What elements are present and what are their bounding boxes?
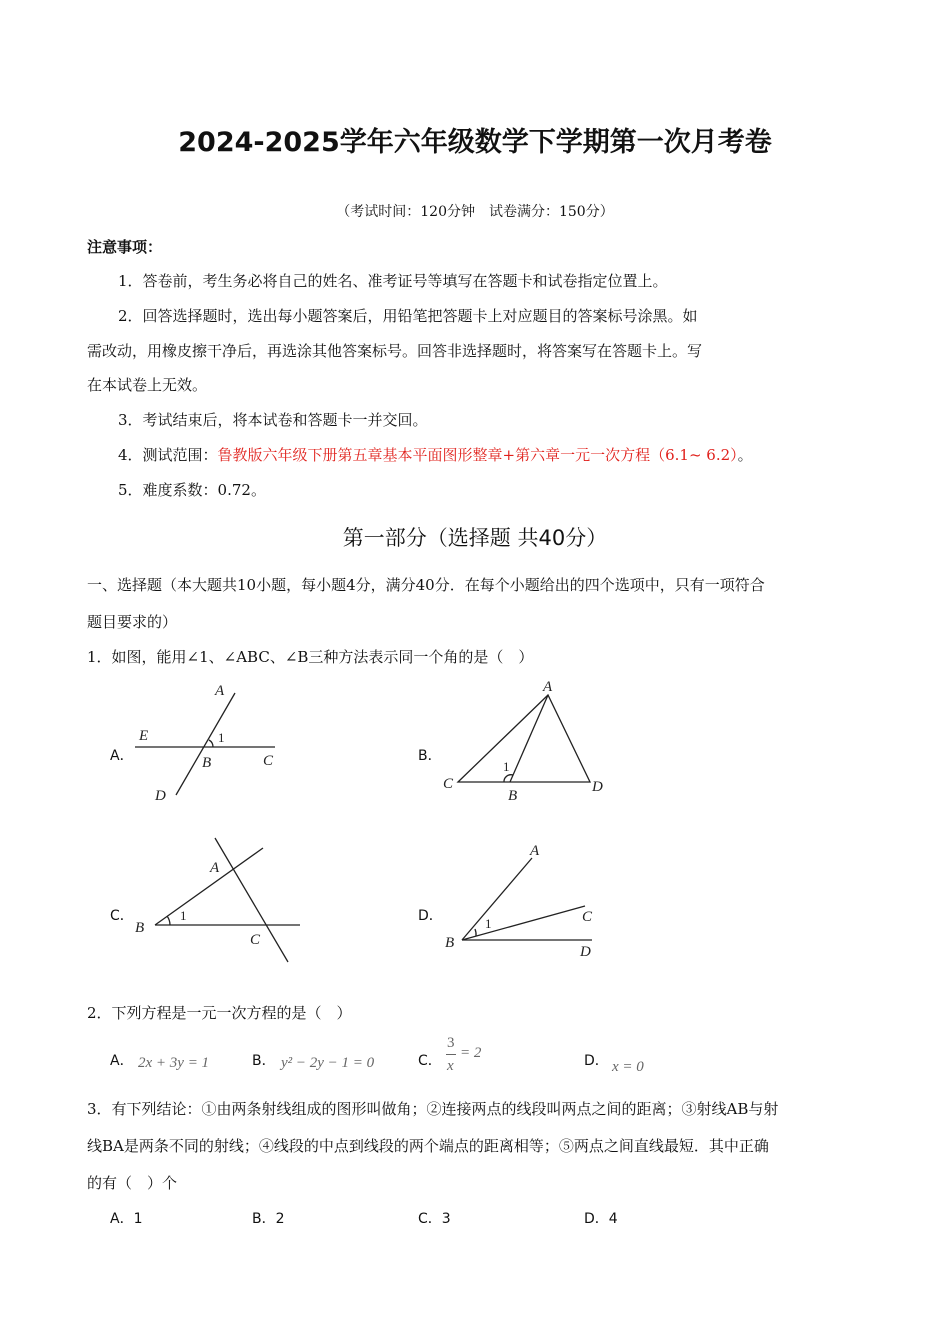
exam-info: （考试时间：120分钟 试卷满分：150分） <box>336 204 614 220</box>
diagram-a <box>135 693 275 795</box>
notice-item: 2．回答选择题时，选出每小题答案后，用铅笔把答题卡上对应题目的答案标号涂黑。如 <box>118 307 698 325</box>
notice-item: 5．难度系数：0.72。 <box>118 481 266 499</box>
q2-option-c: = 2 <box>460 1045 482 1061</box>
question-3-line: 的有（ ）个 <box>87 1174 178 1192</box>
notice-heading: 注意事项： <box>87 238 163 256</box>
scope-text: 鲁教版六年级下册第五章基本平面图形整章+第六章一元一次方程（6.1~ 6.2） <box>217 446 738 464</box>
q3-option-b[interactable]: B．2 <box>252 1211 285 1227</box>
q1-option-b-label[interactable]: B． <box>418 748 442 764</box>
section-intro: 一、选择题（本大题共10小题，每小题4分，满分40分．在每个小题给出的四个选项中，只有一项符合 <box>87 576 765 594</box>
diagram-d <box>462 858 592 940</box>
question-3-line: 线BA是两条不同的射线；④线段的中点到线段的两个端点的距离相等；⑤两点之间直线最短．其中正确 <box>87 1137 769 1155</box>
point-label: B <box>202 755 212 771</box>
fraction-bar <box>446 1054 456 1055</box>
question-3-line: 3．有下列结论：①由两条射线组成的图形叫做角；②连接两点的线段叫两点之间的距离；③射线AB与射 <box>87 1100 779 1118</box>
angle-label: 1 <box>485 916 492 931</box>
point-label: D <box>155 788 166 804</box>
scope-end: 。 <box>737 446 753 464</box>
notice-item: 在本试卷上无效。 <box>87 376 208 394</box>
point-label: C <box>443 776 454 792</box>
q3-option-c[interactable]: C．3 <box>418 1211 451 1227</box>
angle-label: 1 <box>218 730 225 745</box>
point-label: A <box>215 683 225 699</box>
page-title: 2024-2025学年六年级数学下学期第一次月考卷 <box>178 127 772 158</box>
question-2-stem: 2．下列方程是一元一次方程的是（ ） <box>87 1004 352 1022</box>
point-label: B <box>135 920 145 936</box>
q2-option-b-label[interactable]: B． <box>252 1053 276 1069</box>
q2-option-b: y² − 2y − 1 = 0 <box>281 1055 375 1071</box>
point-label: A <box>530 843 540 859</box>
q2-option-d: x = 0 <box>612 1059 644 1075</box>
point-label: A <box>210 860 220 876</box>
diagram-c <box>155 838 300 962</box>
point-label: D <box>592 779 603 795</box>
point-label: B <box>445 935 455 951</box>
q3-option-a[interactable]: A．1 <box>110 1211 143 1227</box>
section-intro: 题目要求的） <box>87 613 178 631</box>
q2-option-a-label[interactable]: A． <box>110 1053 134 1069</box>
q2-option-d-label[interactable]: D． <box>584 1053 609 1069</box>
notice-item: 需改动，用橡皮擦干净后，再选涂其他答案标号。回答非选择题时，将答案写在答题卡上。写 <box>87 342 703 360</box>
notice-item: 1．答卷前，考生务必将自己的姓名、准考证号等填写在答题卡和试卷指定位置上。 <box>118 272 668 290</box>
section-title: 第一部分（选择题 共40分） <box>342 526 608 550</box>
diagram-b <box>458 695 590 782</box>
fraction-numerator: 3 <box>447 1035 455 1051</box>
q1-option-a-label[interactable]: A． <box>110 748 134 764</box>
scope-label: 4．测试范围： <box>118 446 218 464</box>
q2-option-a: 2x + 3y = 1 <box>138 1055 210 1071</box>
point-label: A <box>543 679 553 695</box>
notice-item: 3．考试结束后，将本试卷和答题卡一并交回。 <box>118 411 428 429</box>
angle-label: 1 <box>503 759 510 774</box>
point-label: C <box>263 753 274 769</box>
q2-option-c-label[interactable]: C． <box>418 1053 442 1069</box>
point-label: E <box>139 728 149 744</box>
point-label: C <box>582 909 593 925</box>
question-1-stem: 1．如图，能用∠1、∠ABC、∠B三种方法表示同一个角的是（ ） <box>87 648 534 666</box>
q3-option-d[interactable]: D．4 <box>584 1211 618 1227</box>
point-label: B <box>508 788 518 804</box>
angle-label: 1 <box>180 908 187 923</box>
point-label: D <box>580 944 591 960</box>
point-label: C <box>250 932 261 948</box>
q1-option-d-label[interactable]: D． <box>418 908 443 924</box>
fraction-denominator: x <box>447 1058 454 1074</box>
q1-option-c-label[interactable]: C． <box>110 908 134 924</box>
